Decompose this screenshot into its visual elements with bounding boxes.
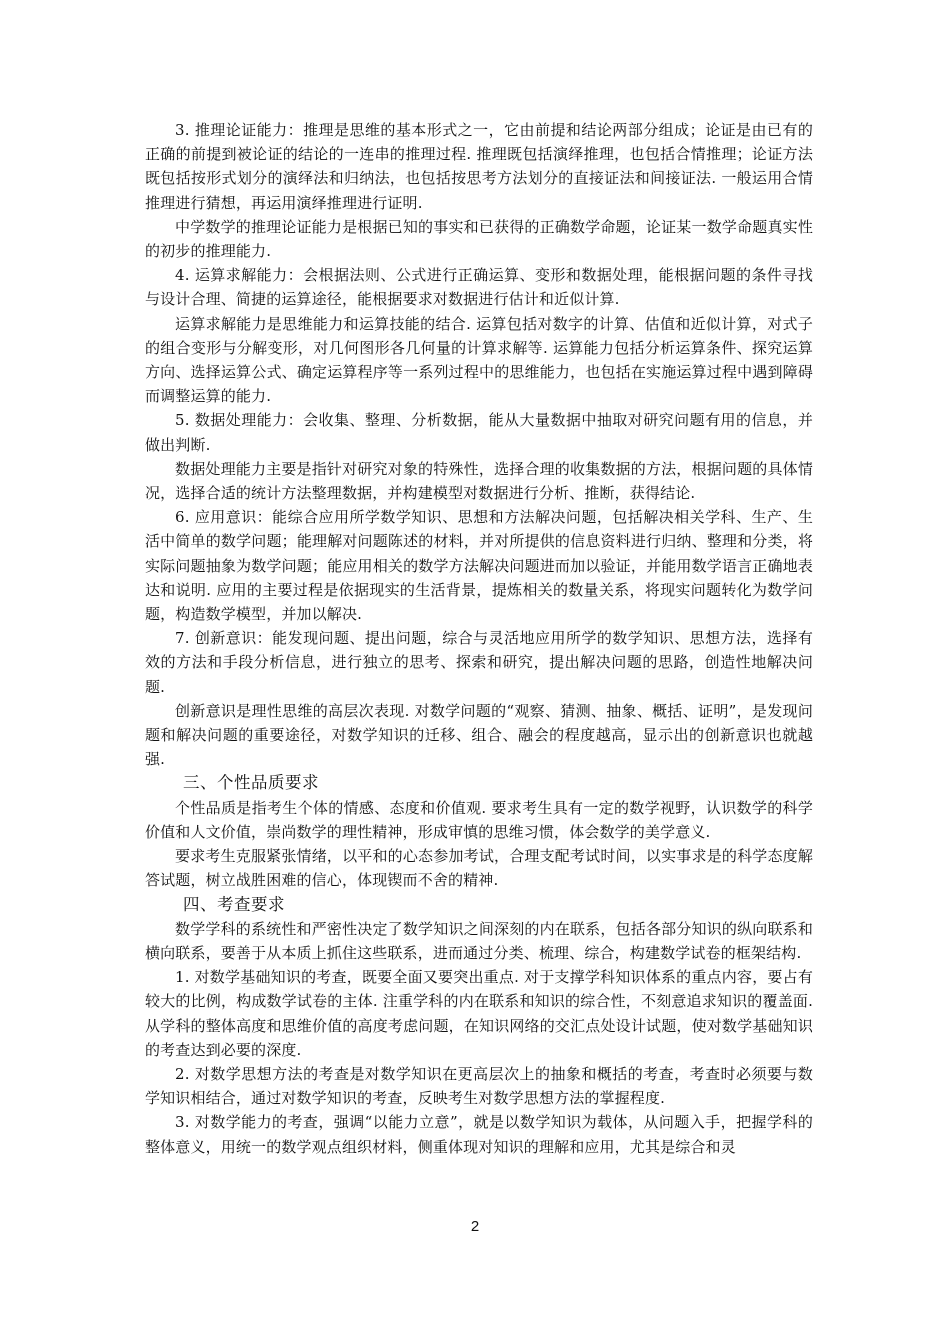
paragraph-computation-ability: 4. 运算求解能力：会根据法则、公式进行正确运算、变形和数据处理，能根据问题的条件寻找与设计合理、简捷的运算途径，能根据要求对数据进行估计和近似计算. — [145, 266, 813, 309]
paragraph-assessment-intro: 数学学科的系统性和严密性决定了数学知识之间深刻的内在联系，包括各部分知识的纵向联系和横向联系，要善于从本质上抓住这些联系，进而通过分类、梳理、综合，构建数学试卷的框架结构. — [145, 919, 813, 962]
paragraph-reasoning-definition: 中学数学的推理论证能力是根据已知的事实和已获得的正确数学命题，论证某一数学命题真实性的初步的推理能力. — [145, 217, 813, 261]
paragraph-thinking-methods: 2. 对数学思想方法的考查是对数学知识在更高层次上的抽象和概括的考查，考查时必须要与数学知识相结合，通过对数学知识的考查，反映考生对数学思想方法的掌握程度. — [145, 1064, 813, 1108]
paragraph-innovation-definition: 创新意识是理性思维的高层次表现. 对数学问题的“观察、猜测、抽象、概括、证明”，是发现问题和解决问题的重要途径，对数学知识的迁移、组合、融会的程度越高，显示出的创新意识也就越强. — [145, 701, 813, 769]
paragraph-math-ability: 3. 对数学能力的考查，强调“以能力立意”，就是以数学知识为载体，从问题入手，把握学科的整体意义，用统一的数学观点组织材料，侧重体现对知识的理解和应用，尤其是综合和灵 — [145, 1113, 813, 1156]
paragraph-computation-definition: 运算求解能力是思维能力和运算技能的结合. 运算包括对数字的计算、估值和近似计算，对式子的组合变形与分解变形，对几何图形各几何量的计算求解等. 运算能力包括分析运算条件、探究运算方向、选择运算公式、确定运算程序等一系列过程中的思维能力，也包括在实施运算过程中遇到障碍而调整运算的能力. — [145, 314, 813, 406]
section-heading-assessment-requirements: 四、考查要求 — [183, 894, 285, 914]
page-number: 2 — [470, 1218, 480, 1235]
paragraph-data-processing-definition: 数据处理能力主要是指针对研究对象的特殊性，选择合理的收集数据的方法，根据问题的具体情况，选择合适的统计方法整理数据，并构建模型对数据进行分析、推断，获得结论. — [145, 459, 813, 503]
section-heading-personal-quality: 三、个性品质要求 — [183, 773, 319, 793]
paragraph-personal-quality: 个性品质是指考生个体的情感、态度和价值观. 要求考生具有一定的数学视野，认识数学的科学价值和人文价值，崇尚数学的理性精神，形成审慎的思维习惯，体会数学的美学意义. — [145, 798, 813, 841]
paragraph-reasoning-ability: 3. 推理论证能力：推理是思维的基本形式之一，它由前提和结论两部分组成；论证是由已有的正确的前提到被论证的结论的一连串的推理过程. 推理既包括演绎推理，也包括合情推理；论证方法既包括按形式划分的演绎法和归纳法，也包括按思考方法划分的直接证法和间接证法. 一般运用合情推理进行猜想，再运用演绎推理进行证明. — [145, 121, 813, 212]
paragraph-innovation-awareness: 7. 创新意识：能发现问题、提出问题，综合与灵活地应用所学的数学知识、思想方法，选择有效的方法和手段分析信息，进行独立的思考、探索和研究，提出解决问题的思路，创造性地解决问题. — [145, 629, 813, 696]
paragraph-data-processing-ability: 5. 数据处理能力：会收集、整理、分析数据，能从大量数据中抽取对研究问题有用的信息，并做出判断. — [145, 411, 813, 454]
paragraph-basic-knowledge: 1. 对数学基础知识的考查，既要全面又要突出重点. 对于支撑学科知识体系的重点内容，要占有较大的比例，构成数学试卷的主体. 注重学科的内在联系和知识的综合性，不刻意追求知识的覆盖面. 从学科的整体高度和思维价值的高度考虑问题，在知识网络的交汇点处设计试题，使对数学基础知识的考查达到必要的深度. — [145, 968, 813, 1059]
paragraph-application-awareness: 6. 应用意识：能综合应用所学数学知识、思想和方法解决问题，包括解决相关学科、生产、生活中简单的数学问题；能理解对问题陈述的材料，并对所提供的信息资料进行归纳、整理和分类，将实际问题抽象为数学问题；能应用相关的数学方法解决问题进而加以验证，并能用数学语言正确地表达和说明. 应用的主要过程是依据现实的生活背景，提炼相关的数量关系，将现实问题转化为数学问题，构造数学模型，并加以解决. — [145, 508, 813, 624]
paragraph-exam-attitude: 要求考生克服紧张情绪，以平和的心态参加考试，合理支配考试时间，以实事求是的科学态度解答试题，树立战胜困难的信心，体现锲而不舍的精神. — [145, 847, 813, 890]
document-body — [145, 118, 813, 1159]
